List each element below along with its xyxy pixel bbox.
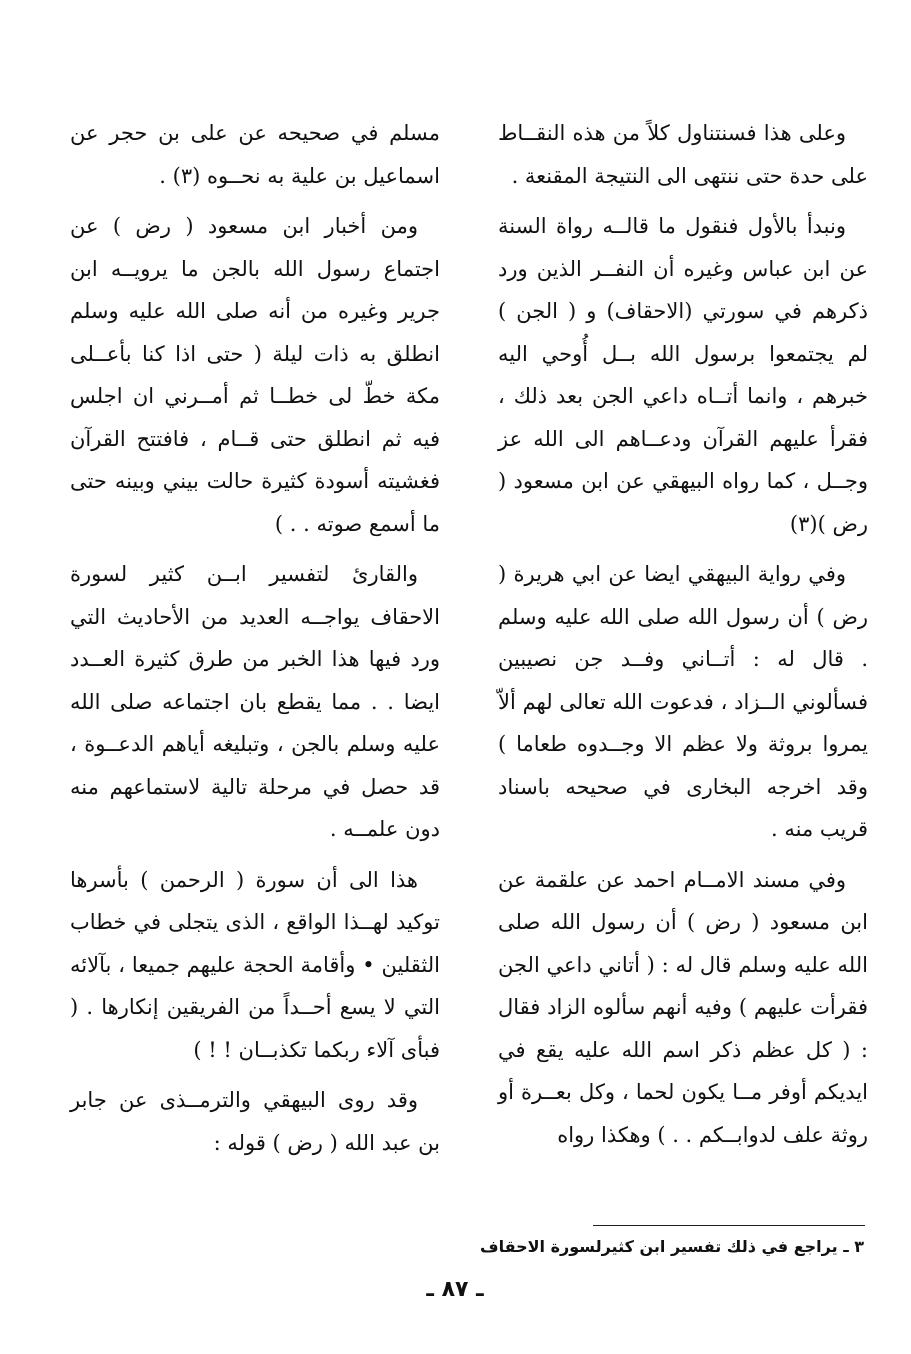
- paragraph: مسلم في صحيحه عن على بن حجر عن اسماعيل بن علية به نحــوه (٣) .: [70, 121, 440, 188]
- paragraph: والقارئ لتفسير ابــن كثير لسورة الاحقاف يواجــه العديد من الأحاديث التي ورد فيها هذا الخبر من طرق كثيرة العــدد ايضا . . مما يقطع بان اجتماعه صلى الله عليه وسلم بالجن ، وتبليغه أياهم الدعــوة ، قد حصل في مرحلة تالية لاستماعهم منه دون علمــه .: [70, 562, 440, 841]
- paragraph: وقد روى البيهقي والترمــذى عن جابر بن عبد الله ( رض ) قوله :: [70, 1088, 440, 1155]
- paragraph: وفي مسند الامــام احمد عن علقمة عن ابن مسعود ( رض ) أن رسول الله صلى الله عليه وسلم قال له : ( أتاني داعي الجن فقرأت عليهم ) وفيه أنهم سألوه الزاد فقال : ( كل عظم ذكر اسم الله عليه يقع في ايديكم أوفر مــا يكون لحما ، وكل بعــرة أو روثة علف لدوابــكم . . ) وهكذا رواه: [498, 867, 868, 1147]
- left-column: [70, 112, 440, 1172]
- page-number: ـ ٨٧ ـ: [426, 1277, 484, 1302]
- footnote-divider: [593, 1225, 865, 1226]
- paragraph: ومن أخبار ابن مسعود ( رض ) عن اجتماع رسول الله بالجن ما يرويــه ابن جرير وغيره من أنه صلى الله عليه وسلم انطلق به ذات ليلة ( حتى اذا كنا بأعــلى مكة خطّ لى خطــا ثم أمــرني ان اجلس فيه ثم انطلق حتى قــام ، فافتتح القرآن فغشيته أسودة كثيرة حالت بيني وبينه حتى ما أسمع صوته . . ): [70, 214, 440, 536]
- paragraph: وفي رواية البيهقي ايضا عن ابي هريرة ( رض ) أن رسول الله صلى الله عليه وسلم . قال له : أتــاني وفــد جن نصيبين فسألوني الــزاد ، فدعوت الله تعالى لهم ألاّ يمروا بروثة ولا عظم الا وجــدوه طعاما ) وقد اخرجه البخارى في صحيحه باسناد قريب منه .: [498, 562, 868, 841]
- paragraph: ونبدأ بالأول فنقول ما قالــه رواة السنة عن ابن عباس وغيره أن النفــر الذين ورد ذكرهم في سورتي (الاحقاف) و ( الجن ) لم يجتمعوا برسول الله بــل أُوحي اليه خبرهم ، وانما أتــاه داعي الجن بعد ذلك ، فقرأ عليهم القرآن ودعــاهم الى الله عز وجــل ، كما رواه البيهقي عن ابن مسعود ( رض )(٣): [498, 214, 868, 536]
- right-column: [498, 112, 868, 1164]
- footnote: ٣ ـ يراجع في ذلك تفسير ابن كثيرلسورة الاحقاف: [480, 1237, 864, 1256]
- paragraph: هذا الى أن سورة ( الرحمن ) بأسرها توكيد لهــذا الواقع ، الذى يتجلى في خطاب الثقلين • وأقامة الحجة عليهم جميعا ، بآلائه التي لا يسع أحــداً من الفريقين إنكارها . ( فبأى آلاء ربكما تكذبــان ! ! ): [70, 867, 440, 1062]
- paragraph: وعلى هذا فسنتناول كلاً من هذه النقــاط على حدة حتى ننتهى الى النتيجة المقنعة .: [498, 121, 868, 188]
